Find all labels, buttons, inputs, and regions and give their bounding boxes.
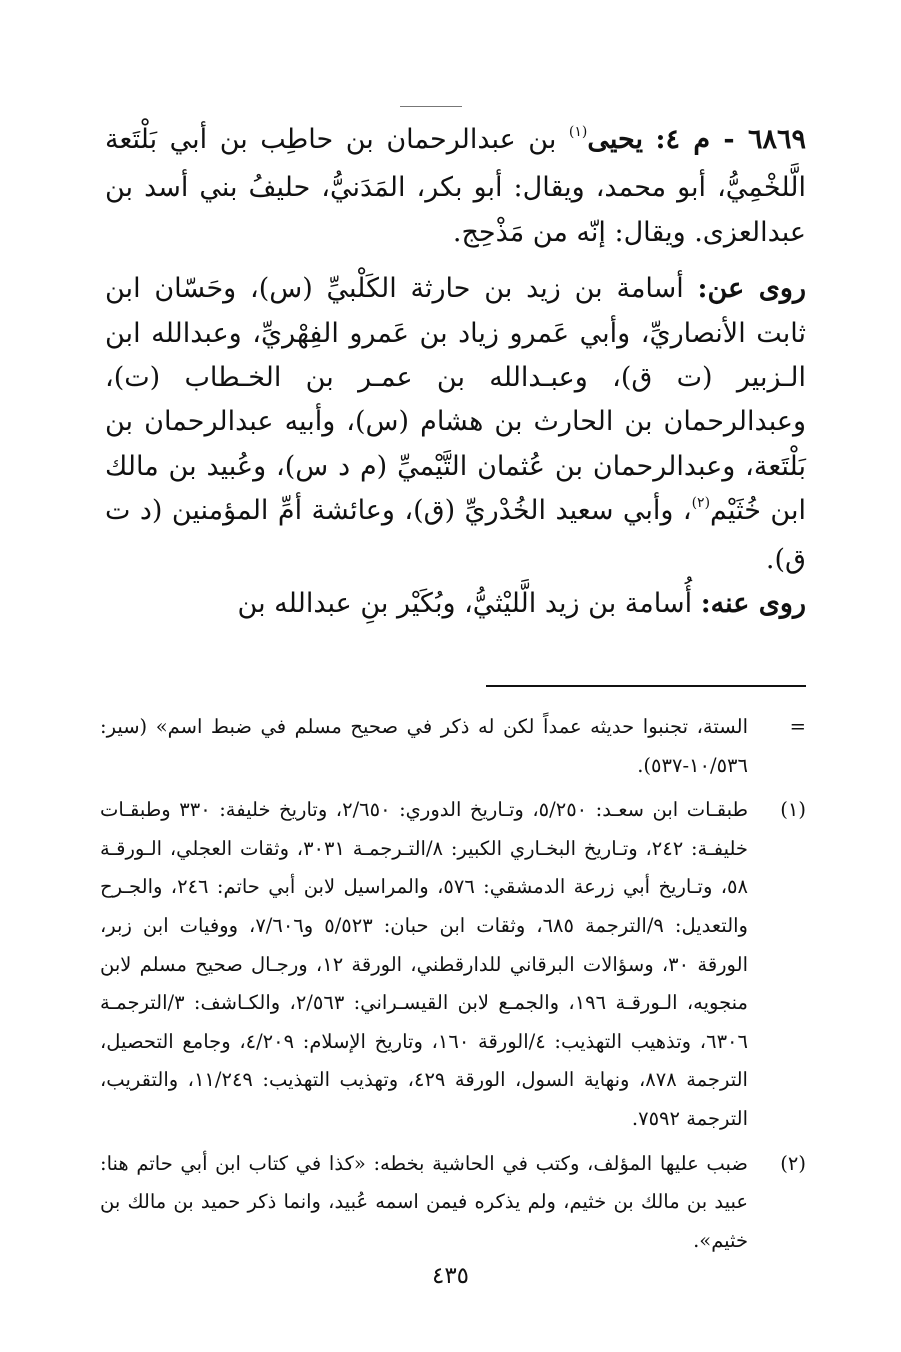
narrated-from-paragraph: [105, 267, 806, 582]
footnote-mark: (٢): [780, 1151, 806, 1175]
entry-number: ٦٨٦٩ - م ٤:: [655, 124, 807, 155]
footnote-ref-1: (١): [568, 124, 588, 140]
footnote-2: [100, 1145, 806, 1261]
narrated-by-text: أُسامة بن زيد الَّليْثيُّ، وبُكَيْر بنِ عبدالله بن: [237, 588, 693, 620]
narrated-from-label: روى عن:: [697, 273, 806, 305]
narrated-by-label: روى عنه:: [700, 588, 806, 620]
footnote-continuation: [100, 708, 806, 785]
footnote-1: [100, 791, 806, 1138]
narrated-from-text-end: ، وأبي سعيد الخُدْريِّ (ق)، وعائشة أمِّ المؤمنين (د ت ق).: [105, 495, 806, 575]
footnote-text: ضبب عليها المؤلف، وكتب في الحاشية بخطه: «كذا في كتاب ابن أبي حاتم هنا: عبيد بن مالك بن خثيم، ولم يذكره فيمن اسمه عُبيد، وانما ذكر حميد بن مالك بن خثيم».: [100, 1151, 748, 1252]
entry-text: بن عبدالرحمان بن حاطِب بن أبي بَلْتَعة الَّلخْمِيُّ، أبو محمد، ويقال: أبو بكر، المَدَنيُّ، حليفُ بني أسد بن عبدالعزى. ويقال: إنّه من مَذْحِج.: [105, 124, 806, 248]
footnote-separator: [486, 685, 806, 687]
footnote-text: الستة، تجنبوا حديثه عمداً لكن له ذكر في صحيح مسلم في ضبط اسم» (سير: ١٠/٥٣٦-٥٣٧).: [100, 715, 748, 777]
main-text: [105, 118, 806, 626]
entry-paragraph: [105, 118, 806, 255]
page-number: ٤٣٥: [431, 1263, 470, 1289]
footnote-text: طبقـات ابن سعـد: ٥/٢٥٠، وتـاريخ الدوري: ٢/٦٥٠، وتاريخ خليفة: ٣٣٠ وطبقـات خليفـة: ٢٤٢، وتـاريخ البخـاري الكبير: ٨/التـرجمـة ٣٠٣١، وثقات العجلي، الـورقـة ٥٨، وتـاريخ أبي زرعة الدمشقي: ٥٧٦، والمراسيل لابن أبي حاتم: ٢٤٦، والجـرح والتعديل: ٩/الترجمة ٦٨٥، وثقات ابن حبان: ٥/٥٢٣ و٧/٦٠٦، ووفيات ابن زبر، الورقة ٣٠، وسؤالات البرقاني للدارقطني، الورقة ١٢، ورجـال صحيح مسلم لابن منجويه، الـورقـة ١٩٦، والجمـع لابن القيسـراني: ٢/٥٦٣، والكـاشف: ٣/الترجمـة ٦٣٠٦، وتذهيب التهذيب: ٤/الورقة ١٦٠، وتاريخ الإسلام: ٤/٢٠٩، وجامع التحصيل، الترجمة ٨٧٨، ونهاية السول، الورقة ٤٢٩، وتهذيب التهذيب: ١١/٢٤٩، والتقريب، الترجمة ٧٥٩٢.: [100, 798, 748, 1130]
narrated-from-text: أسامة بن زيد بن حارثة الكَلْبيِّ (س)، وحَسّان ابن ثابت الأنصاريِّ، وأبي عَمرو زياد بن عَمرو الفِهْريِّ، وعبدالله ابن الـزبير (ت ق)، وعبـدالله بن عمـر بن الخـطاب (ت)، وعبدالرحمان بن الحارث بن هشام (س)، وأبيه عبدالرحمان بن بَلْتَعة، وعبدالرحمان بن عُثمان التَّيْميِّ (م د س)، وعُبيد بن مالك ابن خُثَيْم: [105, 273, 806, 527]
narrated-by-paragraph: [105, 582, 806, 626]
entry-name: يحيى: [587, 124, 643, 155]
footnote-mark: (١): [780, 798, 806, 822]
footnotes: [100, 708, 806, 1266]
footnote-mark: =: [789, 715, 806, 738]
footnote-ref-2: (٢): [691, 495, 711, 512]
top-rule: [400, 106, 462, 107]
